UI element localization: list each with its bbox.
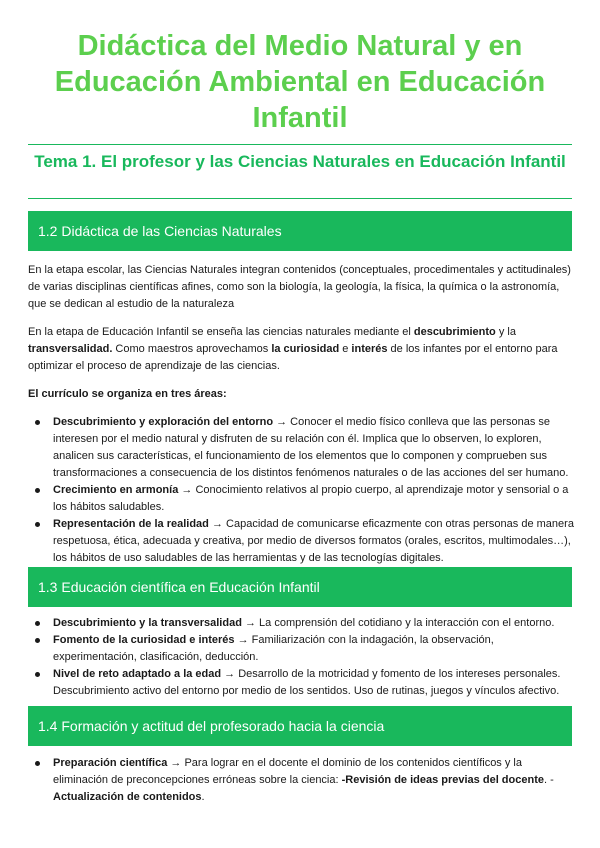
document-title: Didáctica del Medio Natural y en Educación Ambiental en Educación Infantil (54, 30, 546, 134)
list-item: Descubrimiento y la transversalidad → La comprensión del cotidiano y la interacción con el entorno. (28, 615, 574, 632)
curriculum-heading: El currículo se organiza en tres áreas: (28, 388, 227, 400)
curriculum-areas-list (28, 414, 574, 567)
bullet-icon (35, 761, 40, 766)
section-1-2-paragraph-2: En la etapa de Educación Infantil se enseña las ciencias naturales mediante el descubrimiento y la transversalidad. Como maestros aprovechamos la curiosidad e interés de los infantes por el entorno para optimizar el proceso de aprendizaje de las ciencias. (28, 326, 558, 372)
section-1-4-heading: 1.4 Formación y actitud del profesorado hacia la ciencia (28, 706, 572, 746)
list-item: Nivel de reto adaptado a la edad → Desarrollo de la motricidad y fomento de los intereses personales. Descubrimiento activo del entorno por medio de los sentidos. Uso de rutinas, juegos y vínculos afectivo. (28, 666, 574, 700)
section-1-2-paragraph-1: En la etapa escolar, las Ciencias Naturales integran contenidos (conceptuales, procedimentales y actitudinales) de varias disciplinas científicas afines, como son la biología, la geología, la física, la química o la astronomía, que se dedican al estudio de la naturaleza (28, 264, 571, 310)
bullet-icon (35, 621, 40, 626)
list-item: Fomento de la curiosidad e interés → Familiarización con la indagación, la observación, experimentación, clasificación, deducción. (28, 632, 574, 666)
bullet-icon (35, 488, 40, 493)
list-item: Preparación científica → Para lograr en el docente el dominio de los contenidos científicos y la eliminación de preconcepciones erróneas sobre la ciencia: -Revisión de ideas previas del docente. -Actualización de contenidos. (28, 755, 574, 806)
bullet-icon (35, 638, 40, 643)
science-education-list (28, 615, 574, 700)
list-item: Descubrimiento y exploración del entorno → Conocer el medio físico conlleva que las personas se interesen por el medio natural y disfruten de su relación con él. Implica que lo observen, lo exploren, analicen sus características, el funcionamiento de los elementos que lo componen y comprueben sus transformaciones a consecuencia de los distintos fenómenos naturales o de las acciones del ser humano. (28, 414, 574, 482)
document-subtitle: Tema 1. El profesor y las Ciencias Naturales en Educación Infantil (34, 152, 566, 171)
title-rule-bottom (28, 198, 572, 199)
title-rule-top (28, 144, 572, 145)
bullet-icon (35, 672, 40, 677)
bullet-icon (35, 420, 40, 425)
teacher-training-list (28, 755, 574, 806)
list-item: Crecimiento en armonía → Conocimiento relativos al propio cuerpo, al aprendizaje motor y sensorial o a los hábitos saludables. (28, 482, 574, 516)
bullet-icon (35, 522, 40, 527)
section-1-3-heading: 1.3 Educación científica en Educación Infantil (28, 567, 572, 607)
list-item: Representación de la realidad → Capacidad de comunicarse eficazmente con otras personas de manera respetuosa, ética, adecuada y creativa, por medio de diversos formatos (orales, escritos, multimodales…), los hábitos de uso saludables de las herramientas y de las tecnologías digitales. (28, 516, 574, 567)
section-1-2-heading: 1.2 Didáctica de las Ciencias Naturales (28, 211, 572, 251)
